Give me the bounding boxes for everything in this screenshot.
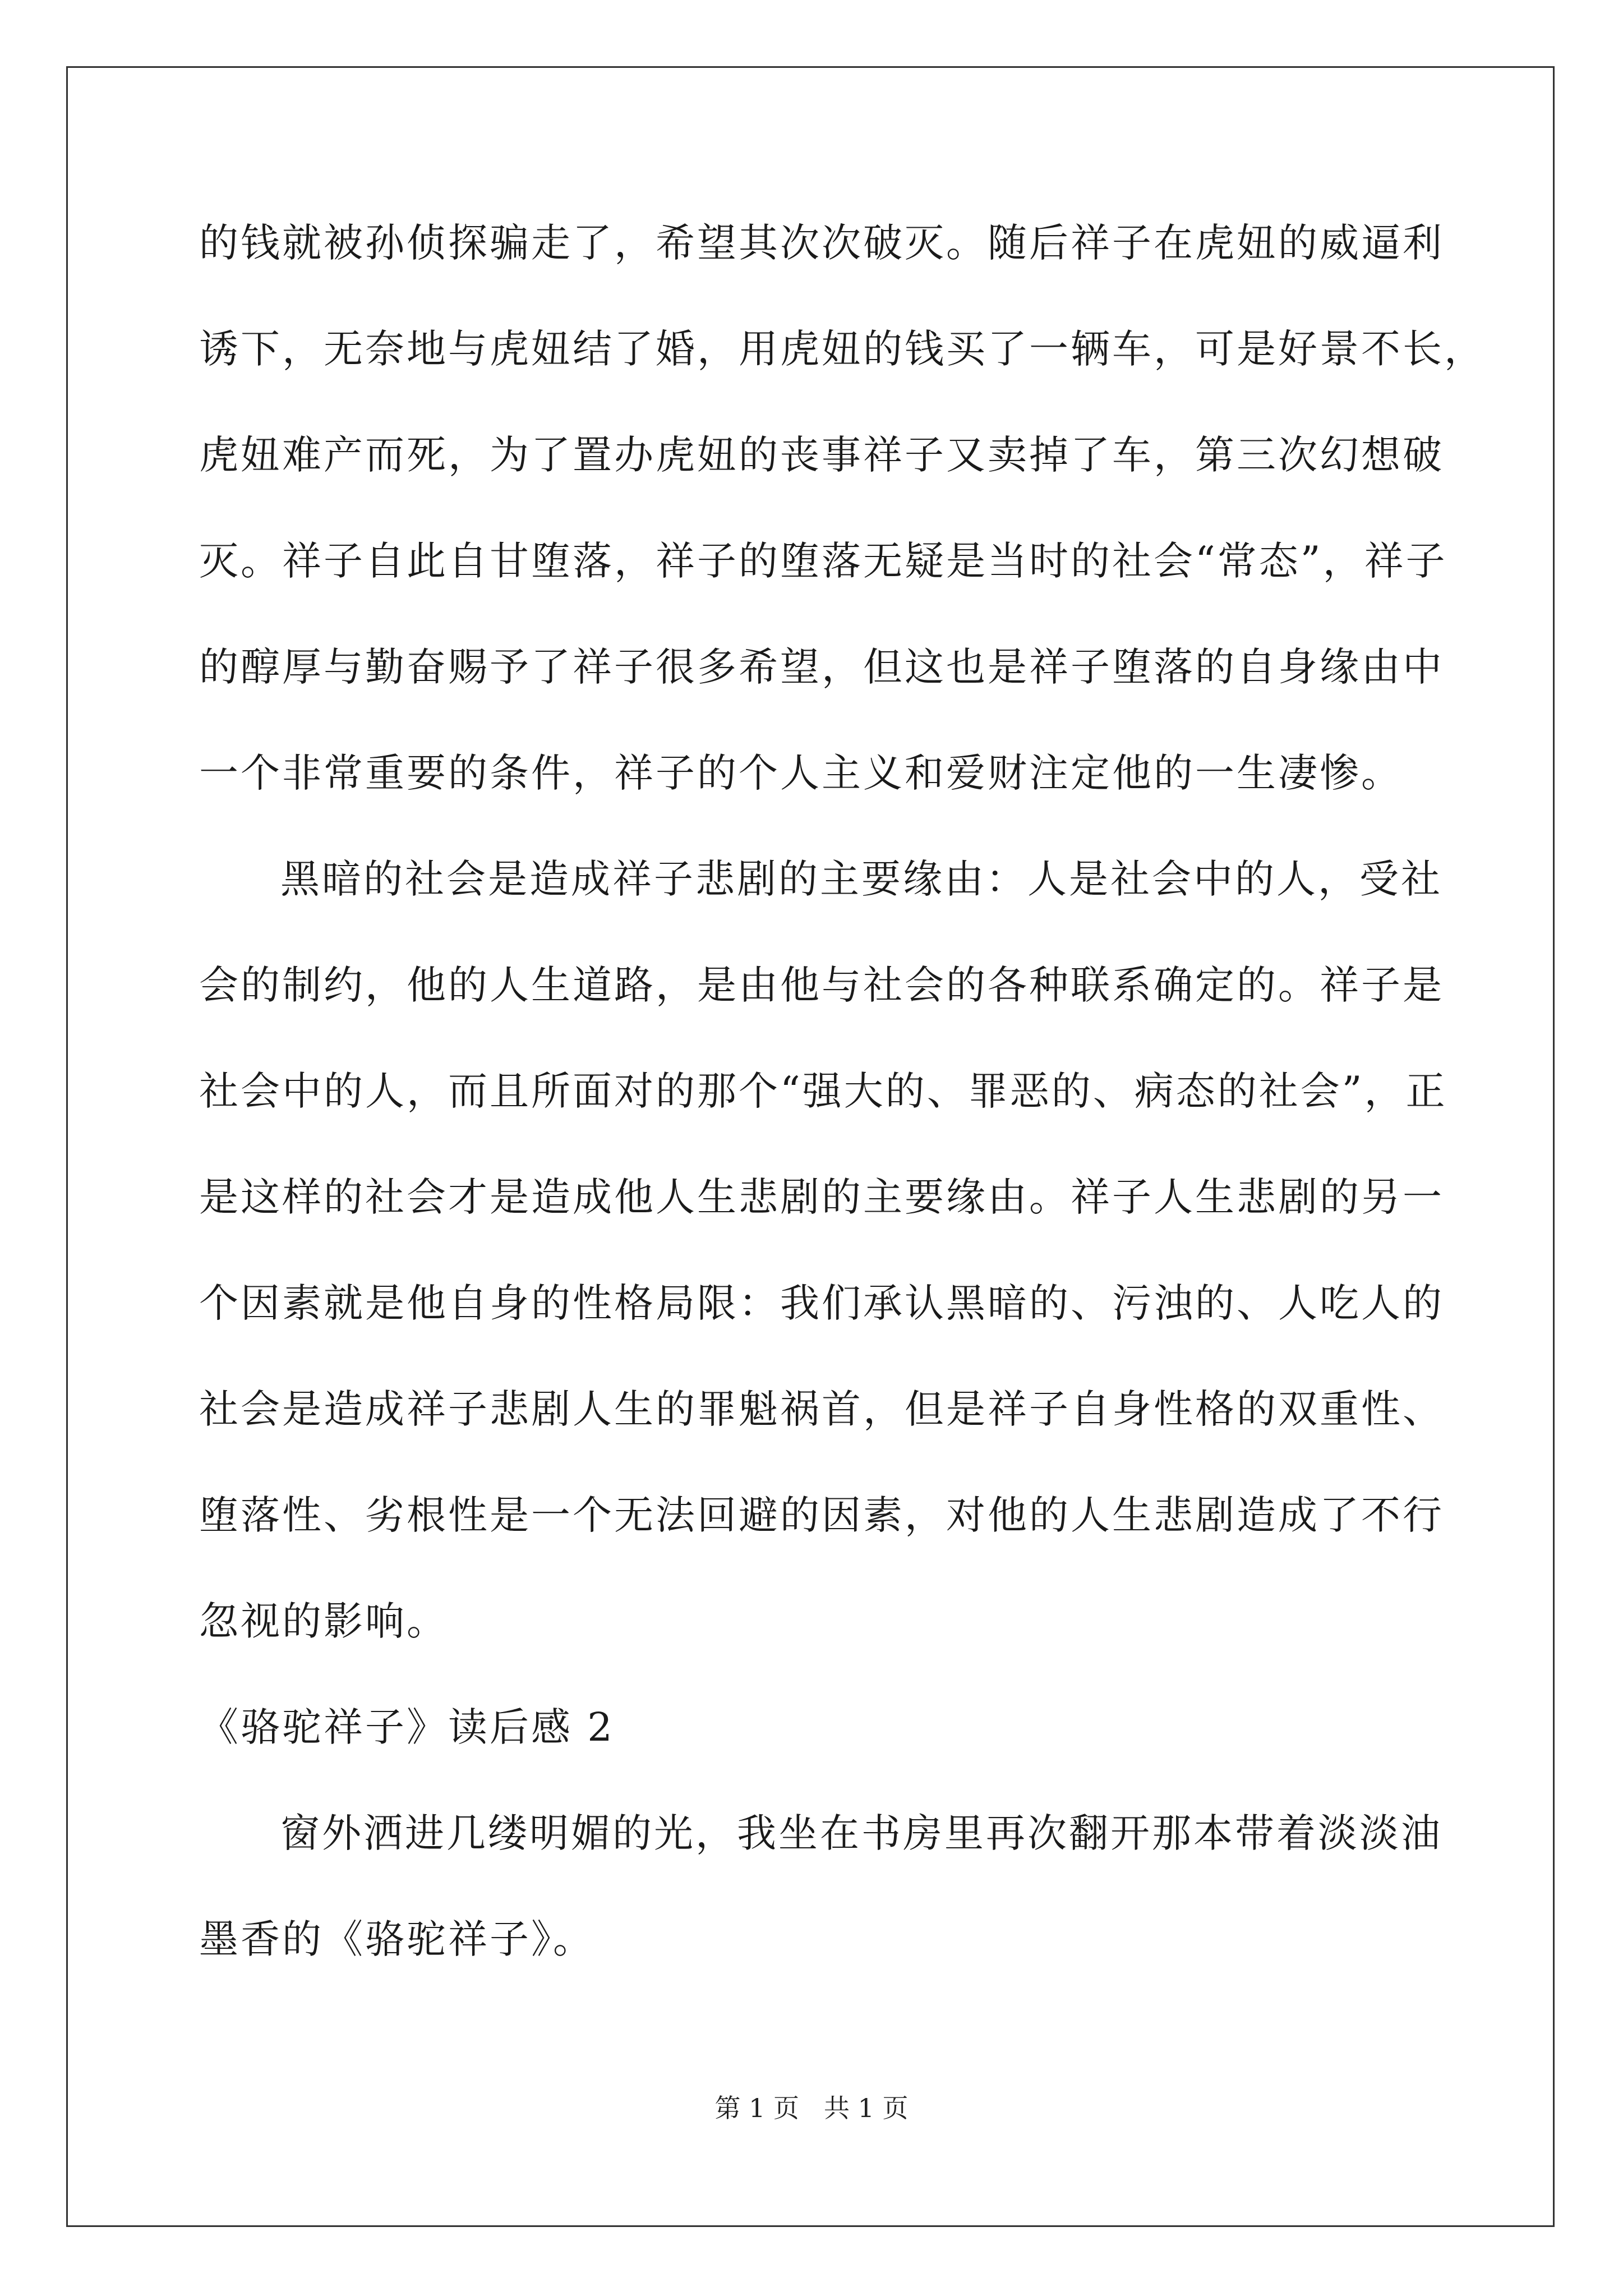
text-line: 灭。祥子自此自甘堕落，祥子的堕落无疑是当时的社会“常态”，祥子 (199, 538, 1447, 584)
page-footer (0, 2091, 1623, 2125)
page-number: 第 1 页 (714, 2093, 799, 2123)
text-line: 窗外洒进几缕明媚的光，我坐在书房里再次翻开那本带着淡淡油 (280, 1810, 1442, 1856)
text-line: 一个非常重要的条件，祥子的个人主义和爱财注定他的一生凄惨。 (199, 750, 1403, 796)
text-line: 的钱就被孙侦探骗走了，希望其次次破灭。随后祥子在虎妞的威逼利 (199, 220, 1444, 266)
text-line: 堕落性、劣根性是一个无法回避的因素，对他的人生悲剧造成了不行 (199, 1492, 1444, 1538)
text-line: 是这样的社会才是造成他人生悲剧的主要缘由。祥子人生悲剧的另一 (199, 1174, 1444, 1220)
text-line: 忽视的影响。 (199, 1598, 448, 1644)
text-line: 社会是造成祥子悲剧人生的罪魁祸首，但是祥子自身性格的双重性、 (199, 1386, 1444, 1432)
page-total: 共 1 页 (824, 2093, 909, 2123)
section-heading: 《骆驼祥子》读后感 2 (199, 1704, 615, 1750)
text-line: 会的制约，他的人生道路，是由他与社会的各种联系确定的。祥子是 (199, 962, 1444, 1008)
text-line: 个因素就是他自身的性格局限：我们承认黑暗的、污浊的、人吃人的 (199, 1280, 1444, 1326)
text-line: 虎妞难产而死，为了置办虎妞的丧事祥子又卖掉了车，第三次幻想破 (199, 432, 1444, 478)
text-line: 墨香的《骆驼祥子》。 (199, 1916, 594, 1962)
text-line: 的醇厚与勤奋赐予了祥子很多希望，但这也是祥子堕落的自身缘由中 (199, 644, 1444, 690)
text-line: 社会中的人，而且所面对的那个“强大的、罪恶的、病态的社会”，正 (199, 1068, 1447, 1114)
text-line: 诱下，无奈地与虎妞结了婚，用虎妞的钱买了一辆车，可是好景不长， (199, 326, 1486, 372)
document-body (199, 212, 1486, 2014)
text-line: 黑暗的社会是造成祥子悲剧的主要缘由：人是社会中的人，受社 (280, 856, 1442, 902)
